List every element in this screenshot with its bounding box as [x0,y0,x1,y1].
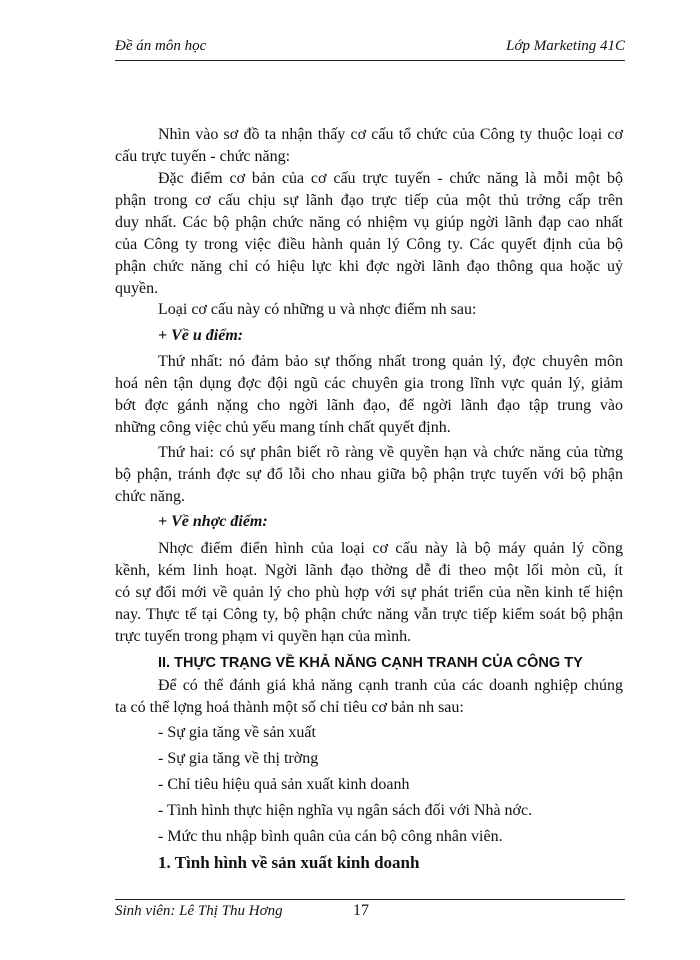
text-line: nay. Thực tế tại Công ty, bộ phận chức năng vẫn trực tiếp kiểm soát bộ phận [115,606,623,623]
text-line: của Công ty trong việc điều hành quản lý Công ty. Các quyết định của bộ [115,236,623,253]
text-line: Đặc điểm cơ bản của cơ cấu trực tuyến - chức năng là mỗi một bộ [158,170,623,187]
text-line: những công việc chủ yếu mang tính chất quyết định. [115,419,451,436]
text-line: ta có thể lợng hoá thành một số chỉ tiêu cơ bản nh sau: [115,699,464,716]
text-line: có sự đổi mới về quản lý cho phù hợp với sự phát triển của nền kinh tế hiện [115,584,623,601]
text-line: Để có thể đánh giá khả năng cạnh tranh của các doanh nghiệp chúng [158,677,623,694]
subsection-heading: 1. Tình hình về sản xuất kinh doanh [158,853,420,872]
footer-student: Sinh viên: Lê Thị Thu Hơng [115,903,283,919]
list-item: - Sự gia tăng về sản xuất [158,724,316,741]
list-item: - Sự gia tăng về thị trờng [158,750,319,767]
text-line: kềnh, kém linh hoạt. Ngời lãnh đạo thờng dễ đi theo một lối mòn cũ, ít [115,562,623,579]
text-line: Nhìn vào sơ đồ ta nhận thấy cơ cấu tổ chức của Công ty thuộc loại cơ [158,126,623,143]
text-line: Loại cơ cấu này có những u và nhợc điểm nh sau: [158,301,477,318]
header-course: Đề án môn học [115,38,207,54]
text-line: Thứ nhất: nó đảm bảo sự thống nhất trong quản lý, đợc chuyên môn [158,353,623,370]
text-line: duy nhất. Các bộ phận chức năng có nhiệm vụ giúp ngời lãnh đạp cao nhất [115,214,623,231]
text-line: Nhợc điểm điển hình của loại cơ cấu này là bộ máy quản lý cồng [158,540,623,557]
list-item: - Tình hình thực hiện nghĩa vụ ngân sách đối với Nhà nớc. [158,802,533,819]
disadvantages-heading: + Về nhợc điểm: [158,513,268,530]
header-class: Lớp Marketing 41C [506,38,625,54]
text-line: phận trong cơ cấu chịu sự lãnh đạo trực tiếp của một thủ trởng cấp trên [115,192,623,209]
text-line: hoá nên tận dụng đợc đội ngũ các chuyên gia trong lĩnh vực quản lý, giảm [115,375,623,392]
text-line: bộ phận, tránh đợc sự đổ lỗi cho nhau giữa bộ phận trực tuyến với bộ phận [115,466,623,483]
text-line: cấu trực tuyến - chức năng: [115,148,291,165]
list-item: - Chỉ tiêu hiệu quả sản xuất kinh doanh [158,776,410,793]
header-rule [115,60,625,61]
text-line: trực tuyến trong phạm vi quyền hạn của mình. [115,628,412,645]
list-item: - Mức thu nhập bình quân của cán bộ công nhân viên. [158,828,503,845]
section-heading: II. THỰC TRẠNG VỀ KHẢ NĂNG CẠNH TRANH CỦA CÔNG TY [158,655,583,671]
text-line: phận chức năng chỉ có hiệu lực khi đợc ngời lãnh đạo thông qua hoặc uỷ [115,258,623,275]
footer-rule [115,899,625,900]
text-line: chức năng. [115,488,185,505]
advantages-heading: + Về u điểm: [158,327,244,344]
text-line: bớt đợc gánh nặng cho ngời lãnh đạo, để ngời lãnh đạo tập trung vào [115,397,623,414]
text-line: Thứ hai: có sự phân biết rõ ràng về quyền hạn và chức năng của từng [158,444,623,461]
text-line: quyền. [115,280,159,297]
page-number: 17 [353,902,369,919]
